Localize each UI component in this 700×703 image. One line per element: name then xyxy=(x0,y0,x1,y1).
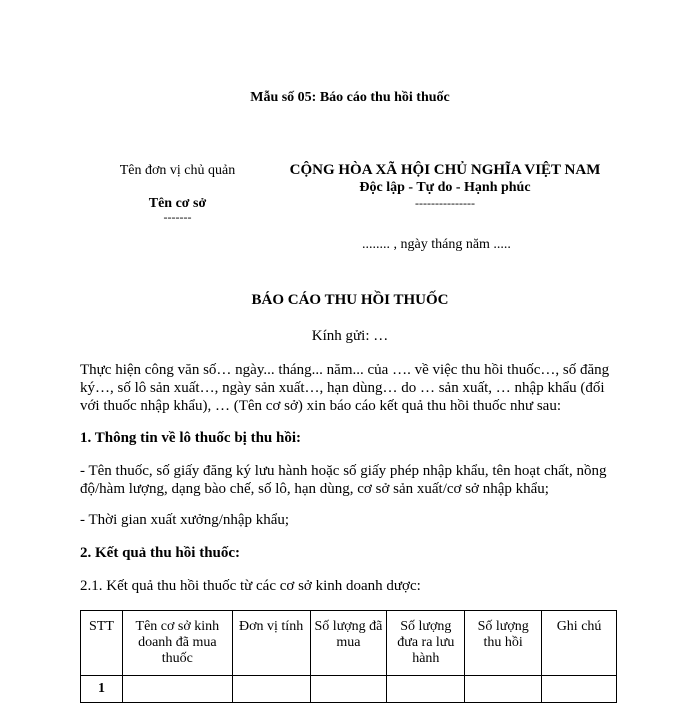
section1-item-release-time: - Thời gian xuất xưởng/nhập khẩu; xyxy=(80,512,290,528)
recall-results-table xyxy=(80,610,617,703)
table-cell xyxy=(232,676,310,703)
facility-name-label: Tên cơ sở xyxy=(148,196,207,211)
col-header-qty-circulated: Số lượng đưa ra lưu hành xyxy=(387,611,465,676)
col-header-unit: Đơn vị tính xyxy=(232,611,310,676)
form-title: Mẫu số 05: Báo cáo thu hồi thuốc xyxy=(250,90,450,105)
nation-heading: CỘNG HÒA XÃ HỘI CHỦ NGHĨA VIỆT NAM xyxy=(289,162,601,178)
table-cell xyxy=(122,676,232,703)
date-line: ........ , ngày tháng năm ..... xyxy=(362,237,511,252)
col-header-qty-bought: Số lượng đã mua xyxy=(310,611,387,676)
table-cell xyxy=(465,676,542,703)
addressee: Kính gửi: … xyxy=(311,328,389,344)
col-header-facility: Tên cơ sở kinh doanh đã mua thuốc xyxy=(122,611,232,676)
table-cell xyxy=(310,676,387,703)
col-header-qty-recalled: Số lượng thu hồi xyxy=(465,611,542,676)
col-header-notes: Ghi chú xyxy=(542,611,617,676)
section1-item-drug-info: - Tên thuốc, số giấy đăng ký lưu hành hoặc số giấy phép nhập khẩu, tên hoạt chất, nồng độ/hàm lượng, dạng bào chế, số lô, hạn dùng, cơ sở sản xuất/cơ sở nhập khẩu; xyxy=(80,463,607,497)
table-cell-stt: 1 xyxy=(81,676,123,703)
section1-heading: 1. Thông tin về lô thuốc bị thu hồi: xyxy=(80,430,302,446)
table-cell xyxy=(387,676,465,703)
left-divider: ------- xyxy=(163,210,192,224)
report-title: BÁO CÁO THU HỒI THUỐC xyxy=(251,292,449,308)
intro-paragraph: Thực hiện công văn số… ngày... tháng... năm... của …. về việc thu hồi thuốc…, số đăng ký…, số lô sản xuất…, ngày sản xuất…, hạn dùng… do … sản xuất, … nhập khẩu (đối với thuốc nhập khẩu), … (Tên cơ sở) xin báo cáo kết quả thu hồi thuốc như sau: xyxy=(80,362,610,414)
table-cell xyxy=(542,676,617,703)
parent-unit-label: Tên đơn vị chủ quản xyxy=(119,163,236,178)
right-divider: --------------- xyxy=(415,196,475,210)
section2-heading: 2. Kết quả thu hồi thuốc: xyxy=(80,545,241,561)
section2-subheading: 2.1. Kết quả thu hồi thuốc từ các cơ sở kinh doanh dược: xyxy=(80,578,421,594)
table-header-row xyxy=(81,611,617,676)
national-motto: Độc lập - Tự do - Hạnh phúc xyxy=(359,180,531,195)
table-row xyxy=(81,676,617,703)
col-header-stt: STT xyxy=(81,611,123,676)
